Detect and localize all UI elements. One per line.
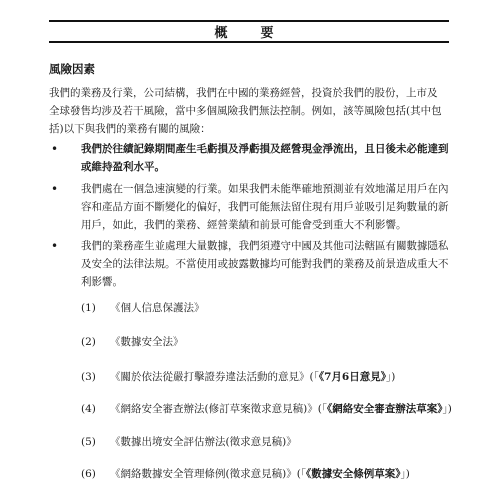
bullet-marker: • bbox=[51, 239, 59, 253]
item-text: 《網絡數據安全管理條例(徵求意見稿)》(「 bbox=[110, 468, 307, 480]
list-item bbox=[110, 465, 410, 483]
item-text: 《數據安全法》 bbox=[110, 336, 184, 348]
bullet-1-line-2: 或維持盈利水平。 bbox=[81, 161, 165, 173]
header-band bbox=[49, 20, 449, 43]
item-tail: 」) bbox=[385, 371, 396, 383]
list-item bbox=[110, 333, 184, 351]
item-tail: 」) bbox=[400, 468, 410, 480]
intro-line-1: 我們的業務及行業，公司結構，我們在中國的業務經營，投資於我們的股份，上市及 bbox=[49, 87, 438, 99]
item-text: 《數據出境安全評估辦法(徵求意見稿)》 bbox=[110, 436, 297, 448]
bullet-2-line-1: 我們處在一個急速演變的行業。如果我們未能準確地預測並有效地滿足用戶在內 bbox=[81, 183, 449, 195]
bullet-marker: • bbox=[51, 142, 59, 156]
bullet-3-line-3: 利影響。 bbox=[81, 276, 123, 288]
intro-line-2: 全球發售均涉及若干風險，當中多個風險我們無法控制。例如，該等風險包括(其中包 bbox=[49, 105, 442, 117]
item-number: (2) bbox=[81, 336, 96, 348]
item-defined-term: 《數據安全條例草案》 bbox=[306, 468, 401, 480]
item-number: (5) bbox=[81, 436, 96, 448]
item-defined-term: 《網絡安全審查辦法草案》 bbox=[327, 403, 443, 415]
item-number: (1) bbox=[81, 302, 96, 314]
list-item bbox=[110, 433, 297, 451]
list-item bbox=[110, 299, 205, 317]
item-tail: 」) bbox=[442, 403, 452, 415]
bullet-2-line-3: 用戶，如此，我們的業務、經營業績和前景可能會受到重大不利影響。 bbox=[81, 219, 407, 231]
list-item bbox=[110, 368, 395, 386]
intro-line-3: 括)以下與我們的業務有關的風險： bbox=[49, 123, 211, 135]
bullet-1-line-1: 我們於往績記錄期間產生毛虧損及淨虧損及經營現金淨流出，且日後未必能達到 bbox=[81, 143, 449, 155]
item-text: 《網絡安全審查辦法(修訂草案徵求意見稿)》(「 bbox=[110, 403, 328, 415]
bullet-2-line-2: 容和產品方面不斷變化的偏好，我們可能無法留住現有用戶並吸引足夠數量的新 bbox=[81, 201, 449, 213]
item-text: 《個人信息保護法》 bbox=[110, 302, 205, 314]
item-number: (6) bbox=[81, 468, 96, 480]
list-item bbox=[110, 400, 452, 418]
item-defined-term: 《7月6日意見》 bbox=[318, 371, 386, 383]
header-title: 概 要 bbox=[214, 26, 284, 41]
section-title: 風險因素 bbox=[49, 62, 95, 76]
bullet-marker: • bbox=[51, 182, 59, 196]
item-number: (3) bbox=[81, 371, 96, 383]
item-number: (4) bbox=[81, 403, 96, 415]
bullet-3-line-1: 我們的業務產生並處理大量數據，我們須遵守中國及其他司法轄區有關數據隱私 bbox=[81, 240, 449, 252]
bullet-3-line-2: 及安全的法律法規。不當使用或披露數據均可能對我們的業務及前景造成重大不 bbox=[81, 258, 449, 270]
item-text: 《關於依法從嚴打擊證券違法活動的意見》(「 bbox=[110, 371, 319, 383]
